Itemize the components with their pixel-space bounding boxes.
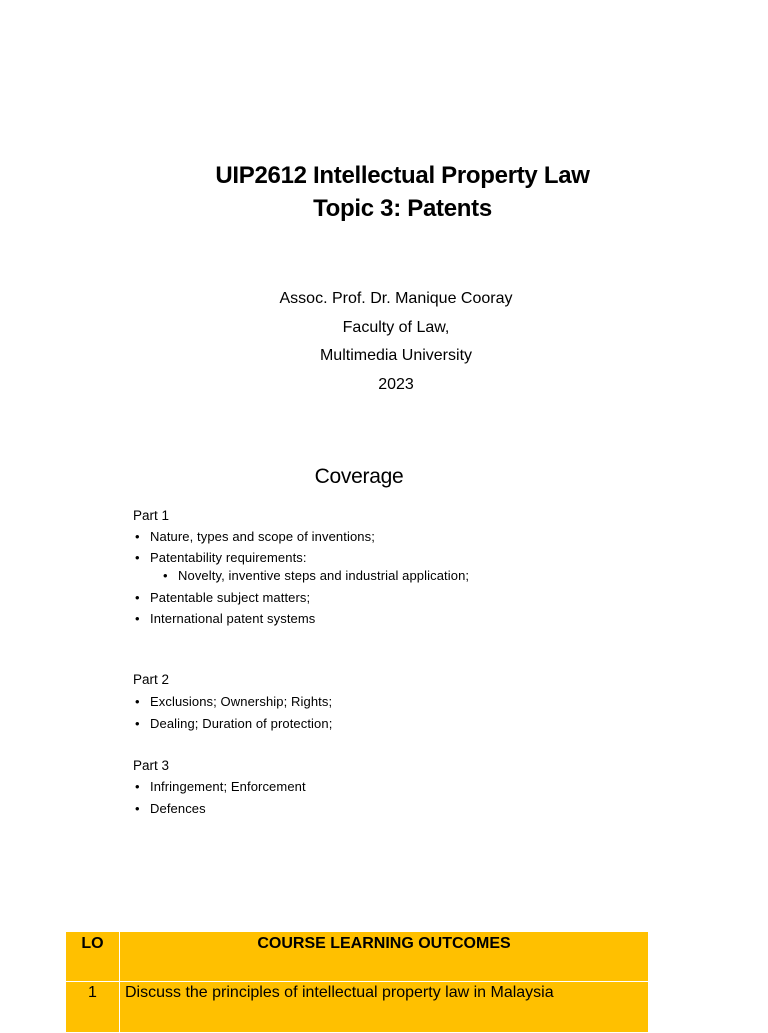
author-faculty: Faculty of Law, [342, 318, 450, 336]
bullet-icon: • [135, 779, 140, 794]
bullet-icon: • [135, 694, 140, 709]
author-block [0, 285, 768, 400]
learning-outcomes-table [65, 931, 649, 1033]
author-year: 2023 [378, 376, 414, 394]
author-name: Assoc. Prof. Dr. Manique Cooray [279, 290, 513, 307]
table-row [66, 982, 649, 1033]
lo-number: 1 [66, 982, 120, 1033]
bullet-icon: • [135, 801, 140, 816]
list-item: • Nature, types and scope of inventions; [135, 529, 375, 544]
list-item: • Novelty, inventive steps and industrial application; [163, 568, 470, 583]
bullet-icon: • [135, 529, 140, 544]
list-item: • Patentable subject matters; [135, 590, 311, 605]
topic-title: Topic 3: Patents [313, 195, 492, 222]
part-3-label: Part 3 [133, 758, 170, 773]
bullet-icon: • [135, 550, 140, 565]
list-item: • Dealing; Duration of protection; [135, 716, 333, 731]
course-title: UIP2612 Intellectual Property Law [215, 162, 590, 189]
header-outcomes: COURSE LEARNING OUTCOMES [120, 932, 649, 982]
coverage-heading: Coverage [314, 465, 404, 488]
bullet-icon: • [135, 611, 140, 626]
list-item: • Exclusions; Ownership; Rights; [135, 694, 333, 709]
list-item: • Infringement; Enforcement [135, 779, 306, 794]
header-lo: LO [66, 932, 120, 982]
list-item: • Patentability requirements: [135, 550, 307, 565]
list-item: • International patent systems [135, 611, 316, 626]
part-2-label: Part 2 [133, 672, 170, 687]
bullet-icon: • [135, 590, 140, 605]
bullet-icon: • [163, 568, 168, 583]
author-university: Multimedia University [319, 347, 473, 365]
bullet-icon: • [135, 716, 140, 731]
list-item: • Defences [135, 801, 206, 816]
part-1-label: Part 1 [133, 508, 170, 523]
lo-description: Discuss the principles of intellectual property law in Malaysia [120, 982, 649, 1033]
table-header-row [66, 932, 649, 982]
